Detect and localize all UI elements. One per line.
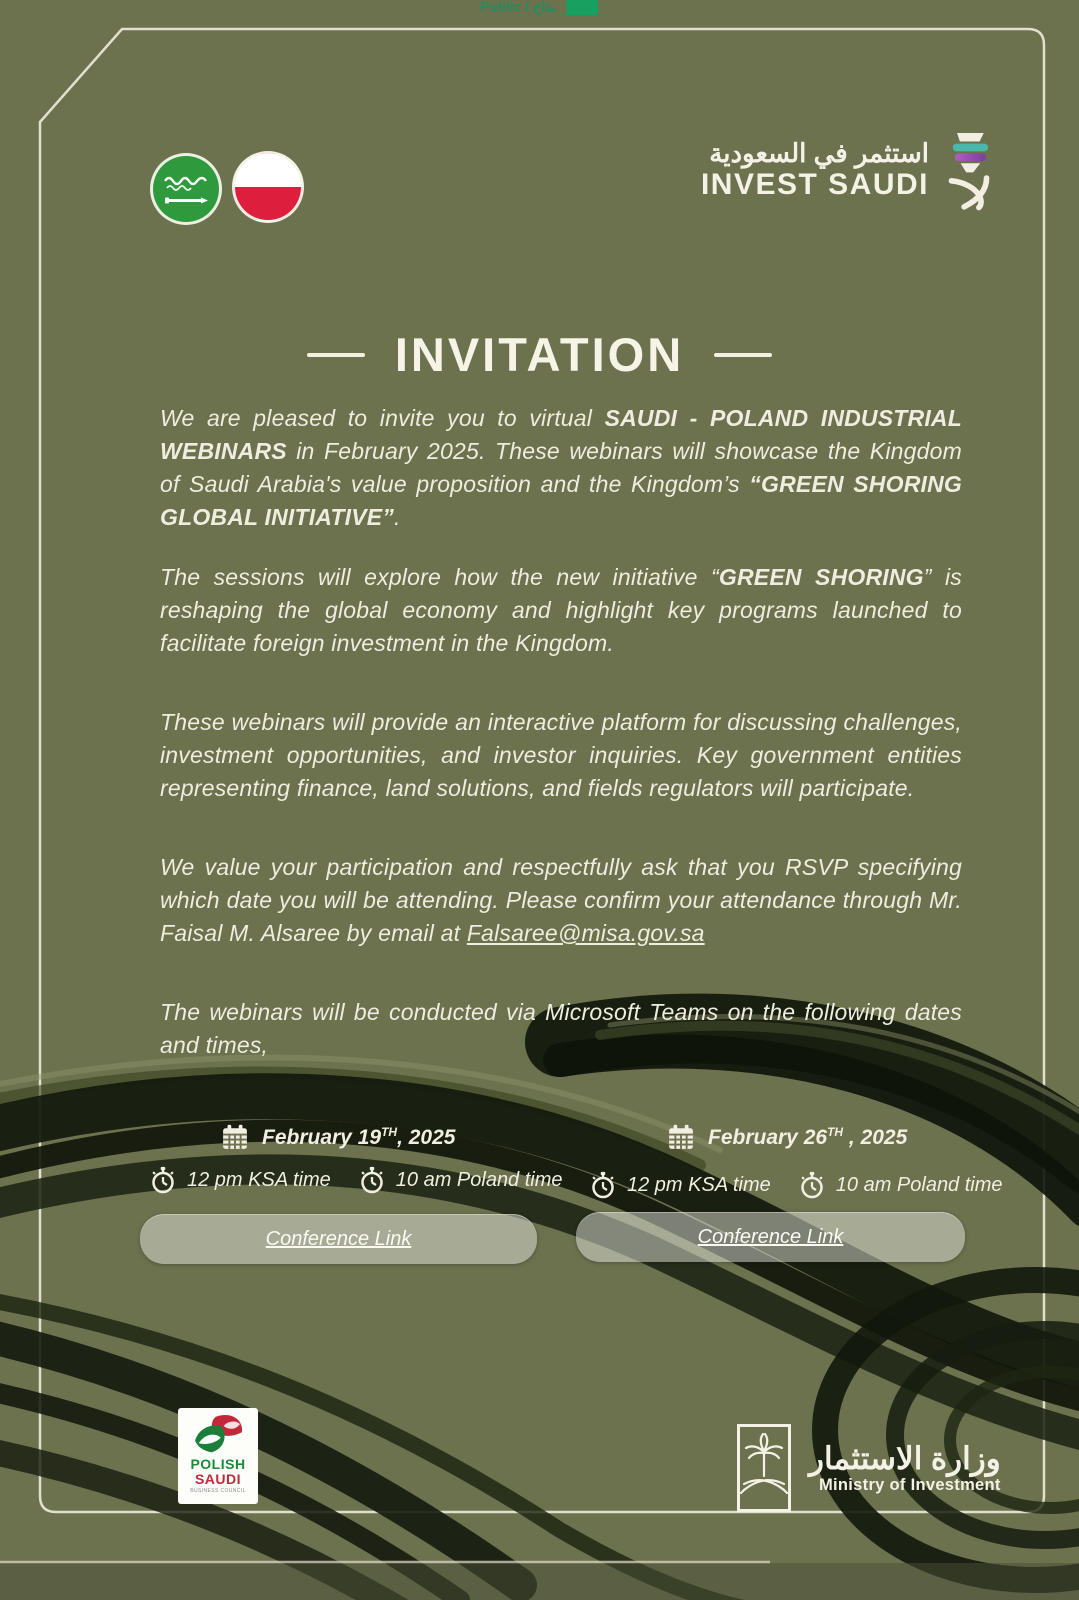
session2-date — [708, 1125, 907, 1150]
invest-saudi-logo — [701, 131, 995, 211]
stopwatch-icon — [588, 1170, 618, 1200]
rsvp-email-link[interactable]: Falsaree@misa.gov.sa — [466, 920, 705, 946]
session1-date-main: February 19 — [262, 1125, 382, 1149]
classification-label — [481, 0, 599, 15]
session2-date-row — [666, 1122, 907, 1152]
session1-time-poland-label: 10 am Poland time — [395, 1168, 563, 1191]
page-title: INVITATION — [394, 328, 685, 381]
classification-text: Public / متاح — [480, 0, 557, 14]
paragraph-sessions: The sessions will explore how the new initiative “GREEN SHORING” is reshaping the global economy and highlight key programs launched to facilitate foreign investment in the Kingdom. — [160, 564, 962, 656]
polish-saudi-label-sub: BUSINESS COUNCIL — [190, 1488, 246, 1494]
stopwatch-icon — [357, 1165, 387, 1195]
session2-time-ksa — [588, 1170, 771, 1200]
stopwatch-icon — [797, 1170, 827, 1200]
ministry-arabic-label: وزارة الاستثمار — [809, 1440, 1001, 1476]
session1-date-sup: TH — [381, 1124, 398, 1139]
invest-saudi-logo-mark — [943, 131, 995, 211]
session2-time-ksa-label: 12 pm KSA time — [627, 1173, 771, 1196]
title-row — [0, 327, 1079, 382]
invest-saudi-arabic-label: استثمر في السعودية — [709, 138, 929, 169]
paragraph-intro: We are pleased to invite you to virtual SAUDI - POLAND INDUSTRIAL WEBINARS in February 2025. These webinars will showcase the Kingdom of Saudi Arabia's value proposition and the Kingdom’s “GREEN SHORING GLOBAL INITIATIVE”. — [160, 405, 962, 530]
paragraph-teams: The webinars will be conducted via Microsoft Teams on the following dates and times, — [160, 999, 962, 1058]
polish-saudi-logo — [178, 1408, 258, 1504]
polish-saudi-label-top: POLISH — [190, 1456, 246, 1472]
session2-date-sup: TH — [827, 1124, 844, 1139]
session2-date-main: February 26 — [708, 1125, 828, 1149]
session2-conference-link-button[interactable]: Conference Link — [576, 1212, 965, 1262]
title-dash-right — [714, 353, 772, 357]
session2-time-poland — [797, 1170, 1003, 1200]
calendar-icon — [220, 1122, 250, 1152]
polish-saudi-swirl-emblem — [190, 1413, 246, 1457]
paragraph-platform: These webinars will provide an interactive platform for discussing challenges, investment opportunities, and investor inquiries. Key government entities representing finance, land solutions, and fields regulators will participate. — [160, 709, 962, 801]
session1-time-ksa — [148, 1165, 331, 1195]
ministry-of-investment-logo — [737, 1424, 1001, 1512]
title-dash-left — [307, 353, 365, 357]
session1-time-ksa-label: 12 pm KSA time — [187, 1168, 331, 1191]
session2-time-poland-label: 10 am Poland time — [835, 1173, 1003, 1196]
ministry-english-label: Ministry of Investment — [818, 1476, 1001, 1495]
calendar-icon — [666, 1122, 696, 1152]
session1-date — [262, 1125, 455, 1150]
session1-time-poland — [357, 1165, 563, 1195]
invest-saudi-english-label: INVEST SAUDI — [700, 168, 929, 202]
session2-times-row — [588, 1170, 1003, 1200]
session1-conference-link-button[interactable]: Conference Link — [140, 1214, 537, 1264]
poland-flag-icon — [232, 151, 304, 223]
session1-times-row — [148, 1165, 563, 1195]
palm-and-swords-emblem — [737, 1424, 791, 1512]
session1-date-tail: , 2025 — [397, 1125, 456, 1149]
paragraph-rsvp: We value your participation and respectfully ask that you RSVP specifying which date you will be attending. Please confirm your attendance through Mr. Faisal M. Alsaree by email at Falsaree@misa.gov.sa — [160, 854, 962, 946]
invitation-body — [160, 402, 962, 1089]
session1-date-row — [220, 1122, 455, 1152]
session2-date-tail: , 2025 — [843, 1125, 908, 1149]
saudi-arabia-flag-icon — [150, 153, 222, 225]
polish-saudi-label-bottom: SAUDI — [194, 1471, 242, 1487]
classification-color-box — [566, 0, 598, 15]
stopwatch-icon — [148, 1165, 178, 1195]
